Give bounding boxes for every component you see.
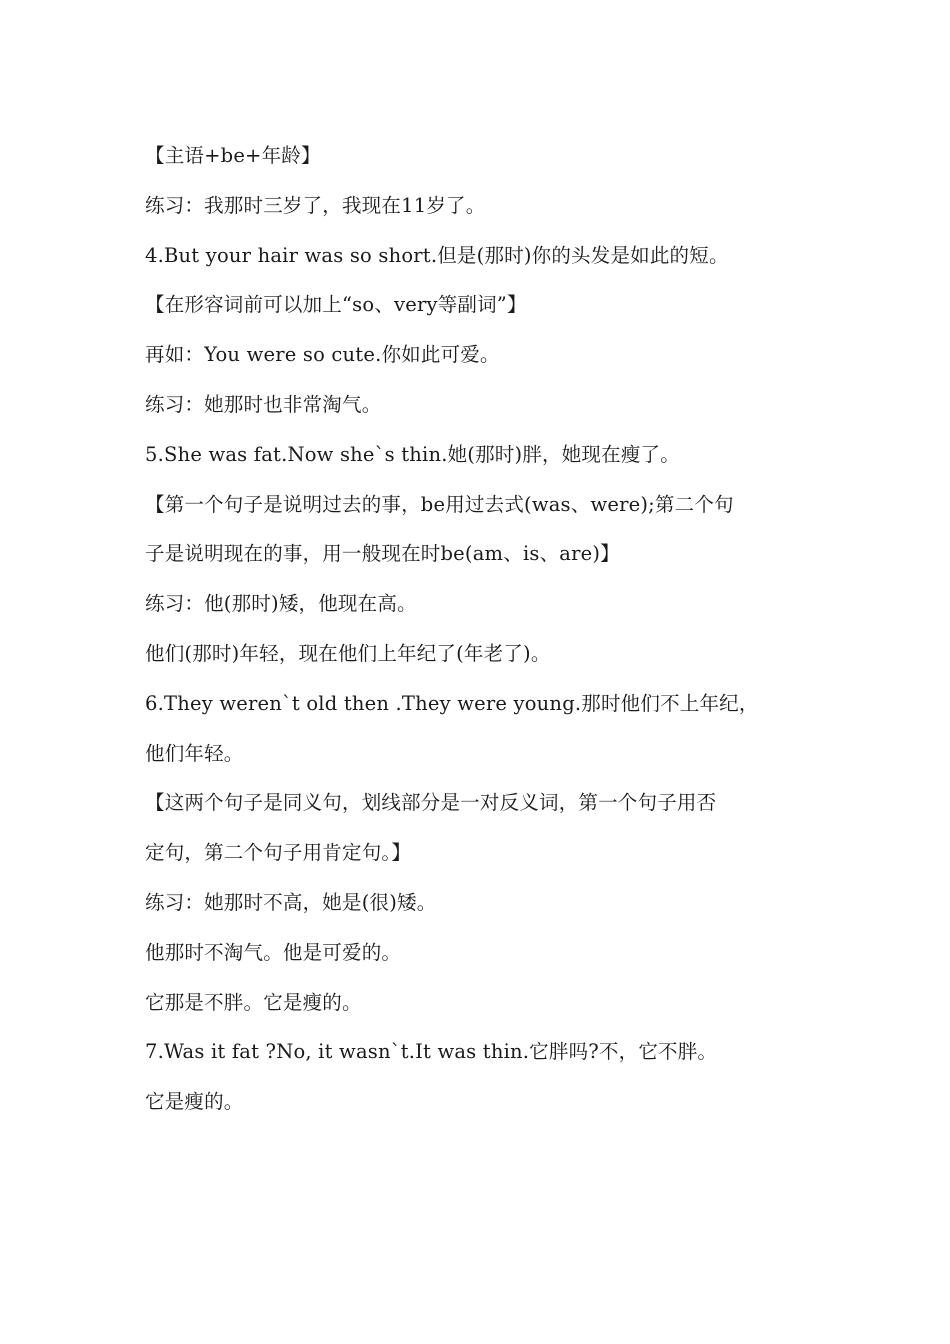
example-sentence-4: 4.But your hair was so short.但是(那时)你的头发是如此的短。 (145, 243, 729, 267)
example-sentence-5: 5.She was fat.Now she`s thin.她(那时)胖，她现在瘦了。 (145, 442, 680, 466)
exercise-line: 练习：她那时也非常淘气。 (145, 392, 382, 416)
exercise-line: 他那时不淘气。他是可爱的。 (145, 940, 402, 964)
example-sentence-7-continued: 它是瘦的。 (145, 1090, 244, 1114)
note-subject-be-age: 【主语+be+年龄】 (145, 144, 321, 167)
example-line: 再如：You were so cute.你如此可爱。 (145, 343, 500, 367)
exercise-line: 练习：她那时不高，她是(很)矮。 (145, 890, 437, 914)
exercise-line: 他们(那时)年轻，现在他们上年纪了(年老了)。 (145, 641, 551, 665)
example-sentence-7: 7.Was it fat ?No, it wasn`t.It was thin.它胖吗?不，它不胖。 (145, 1040, 718, 1064)
note-synonym-sentences-line-2: 定句，第二个句子用肯定句。】 (145, 841, 412, 865)
exercise-line: 练习：他(那时)矮，他现在高。 (145, 592, 417, 616)
exercise-line: 练习：我那时三岁了，我现在11岁了。 (145, 193, 486, 217)
exercise-line: 它那是不胖。它是瘦的。 (145, 990, 362, 1014)
note-past-present-line-2: 子是说明现在的事，用一般现在时be(am、is、are)】 (145, 542, 620, 566)
document-body (145, 131, 815, 1127)
note-adjective-adverbs: 【在形容词前可以加上“so、very等副词”】 (145, 293, 527, 317)
example-sentence-6-continued: 他们年轻。 (145, 741, 244, 765)
example-sentence-6: 6.They weren`t old then .They were young.那时他们不上年纪， (145, 691, 759, 715)
note-past-present-line-1: 【第一个句子是说明过去的事，be用过去式(was、were);第二个句 (145, 492, 734, 516)
note-synonym-sentences-line-1: 【这两个句子是同义句，划线部分是一对反义词，第一个句子用否 (145, 791, 717, 815)
